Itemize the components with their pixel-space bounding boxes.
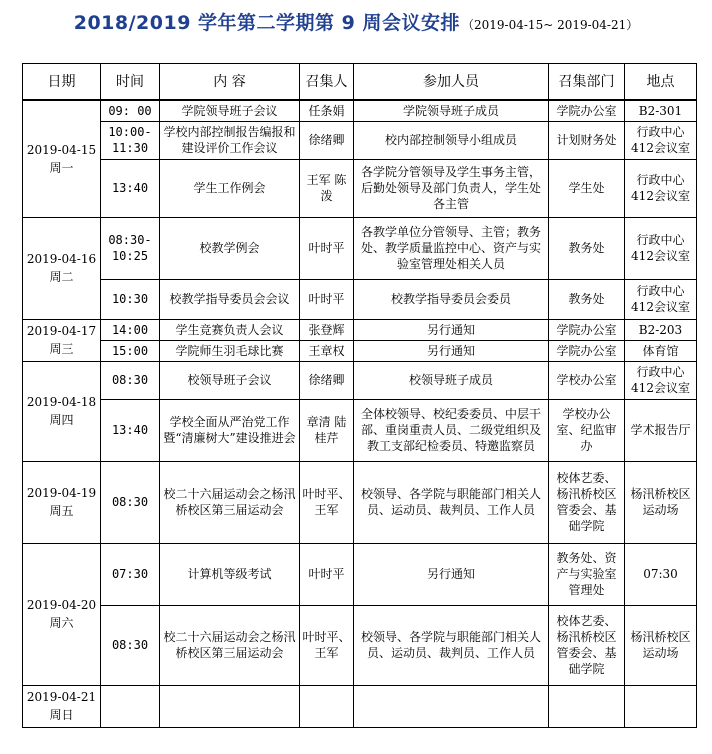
participants-cell: 各学院分管领导及学生事务主管，后勤处领导及部门负责人，学生处各主管 — [354, 159, 549, 217]
date-cell — [23, 319, 101, 361]
convener-cell: 叶时平 — [300, 217, 354, 279]
place-cell: B2-203 — [625, 319, 697, 340]
department-cell: 学院办公室 — [549, 340, 625, 361]
participants-cell: 校领导、各学院与职能部门相关人员、运动员、裁判员、工作人员 — [354, 605, 549, 685]
time-cell: 08:30-10:25 — [101, 217, 160, 279]
time-cell: 10:00-11:30 — [101, 121, 160, 159]
weekday-value: 周一 — [49, 160, 74, 175]
header-convener: 召集人 — [300, 64, 354, 101]
table-row — [23, 217, 697, 279]
weekday-value: 周四 — [49, 413, 74, 427]
content-cell: 学校内部控制报告编报和建设评价工作会议 — [160, 121, 300, 159]
convener-cell: 叶时平、王军 — [300, 461, 354, 543]
date-cell — [23, 100, 101, 217]
department-cell: 校体艺委、杨汛桥校区管委会、基础学院 — [549, 461, 625, 543]
participants-cell: 全体校领导、校纪委委员、中层干部、重岗重责人员、二级党组织及教工支部纪检委员、特邀监察员 — [354, 399, 549, 461]
header-participants: 参加人员 — [354, 64, 549, 101]
place-cell: 行政中心412会议室 — [625, 279, 697, 319]
table-row — [23, 399, 697, 461]
table-row — [23, 121, 697, 159]
content-cell: 校领导班子会议 — [160, 361, 300, 399]
date-value: 2019-04-15 — [26, 142, 97, 157]
department-cell: 计划财务处 — [549, 121, 625, 159]
department-cell: 校体艺委、杨汛桥校区管委会、基础学院 — [549, 605, 625, 685]
department-cell: 学生处 — [549, 159, 625, 217]
title-date-range: （2019-04-15~ 2019-04-21） — [462, 18, 639, 32]
time-cell: 08:30 — [101, 461, 160, 543]
convener-cell: 徐绪卿 — [300, 121, 354, 159]
content-cell: 校二十六届运动会之杨汛桥校区第三届运动会 — [160, 461, 300, 543]
weekday-value: 周三 — [49, 342, 74, 356]
place-cell: 行政中心412会议室 — [625, 159, 697, 217]
content-cell: 学生工作例会 — [160, 159, 300, 217]
time-cell: 07:30 — [101, 543, 160, 605]
department-cell: 学院办公室 — [549, 100, 625, 121]
place-cell: 行政中心412会议室 — [625, 217, 697, 279]
time-cell: 09: 00 — [101, 100, 160, 121]
participants-cell: 另行通知 — [354, 543, 549, 605]
place-cell: 学术报告厅 — [625, 399, 697, 461]
header-row — [23, 64, 697, 101]
place-cell: 07:30 — [625, 543, 697, 605]
participants-cell — [354, 685, 549, 727]
time-cell: 13:40 — [101, 159, 160, 217]
department-cell: 教务处、资产与实验室管理处 — [549, 543, 625, 605]
convener-cell: 叶时平 — [300, 543, 354, 605]
time-cell: 13:40 — [101, 399, 160, 461]
content-cell: 校教学例会 — [160, 217, 300, 279]
header-content: 内 容 — [160, 64, 300, 101]
participants-cell: 另行通知 — [354, 319, 549, 340]
header-time: 时间 — [101, 64, 160, 101]
convener-cell: 叶时平 — [300, 279, 354, 319]
participants-cell: 学院领导班子成员 — [354, 100, 549, 121]
table-row — [23, 159, 697, 217]
content-cell: 校二十六届运动会之杨汛桥校区第三届运动会 — [160, 605, 300, 685]
date-cell — [23, 685, 101, 727]
date-value: 2019-04-17 — [26, 324, 97, 338]
table-row — [23, 279, 697, 319]
place-cell: 体育馆 — [625, 340, 697, 361]
convener-cell: 徐绪卿 — [300, 361, 354, 399]
date-cell — [23, 461, 101, 543]
weekday-value: 周二 — [49, 270, 74, 284]
content-cell: 计算机等级考试 — [160, 543, 300, 605]
participants-cell: 校领导、各学院与职能部门相关人员、运动员、裁判员、工作人员 — [354, 461, 549, 543]
table-row — [23, 100, 697, 121]
date-cell — [23, 361, 101, 461]
date-value: 2019-04-18 — [26, 395, 97, 409]
header-department: 召集部门 — [549, 64, 625, 101]
department-cell: 教务处 — [549, 217, 625, 279]
participants-cell: 各教学单位分管领导、主管；教务处、教学质量监控中心、资产与实验室管理处相关人员 — [354, 217, 549, 279]
time-cell: 08:30 — [101, 361, 160, 399]
table-row — [23, 361, 697, 399]
time-cell: 10:30 — [101, 279, 160, 319]
meeting-schedule-table — [22, 63, 697, 728]
table-row — [23, 319, 697, 340]
content-cell: 学院师生羽毛球比赛 — [160, 340, 300, 361]
department-cell: 学校办公室 — [549, 361, 625, 399]
time-cell — [101, 685, 160, 727]
convener-cell: 任条娟 — [300, 100, 354, 121]
place-cell — [625, 685, 697, 727]
convener-cell: 王军 陈泼 — [300, 159, 354, 217]
date-value: 2019-04-16 — [26, 252, 97, 266]
content-cell: 校教学指导委员会会议 — [160, 279, 300, 319]
department-cell: 学校办公室、纪监审办 — [549, 399, 625, 461]
weekday-value: 周六 — [49, 616, 74, 630]
convener-cell: 王章权 — [300, 340, 354, 361]
table-row — [23, 605, 697, 685]
title-main: 2018/2019 学年第二学期第 9 周会议安排 — [73, 12, 461, 34]
page-title — [0, 8, 712, 35]
weekday-value: 周五 — [49, 504, 74, 518]
content-cell — [160, 685, 300, 727]
table-row — [23, 543, 697, 605]
date-value: 2019-04-19 — [26, 486, 97, 500]
date-cell — [23, 543, 101, 685]
department-cell: 学院办公室 — [549, 319, 625, 340]
date-cell — [23, 217, 101, 319]
department-cell — [549, 685, 625, 727]
place-cell: B2-301 — [625, 100, 697, 121]
table-row — [23, 685, 697, 727]
date-value: 2019-04-21 — [26, 690, 97, 704]
content-cell: 学校全面从严治党工作暨“清廉树大”建设推进会 — [160, 399, 300, 461]
table-row — [23, 340, 697, 361]
place-cell: 杨汛桥校区运动场 — [625, 461, 697, 543]
place-cell: 行政中心412会议室 — [625, 361, 697, 399]
department-cell: 教务处 — [549, 279, 625, 319]
content-cell: 学生竞赛负责人会议 — [160, 319, 300, 340]
participants-cell: 另行通知 — [354, 340, 549, 361]
content-cell: 学院领导班子会议 — [160, 100, 300, 121]
time-cell: 08:30 — [101, 605, 160, 685]
convener-cell: 章清 陆桂芹 — [300, 399, 354, 461]
place-cell: 杨汛桥校区运动场 — [625, 605, 697, 685]
place-cell: 行政中心412会议室 — [625, 121, 697, 159]
table-row — [23, 461, 697, 543]
header-date: 日期 — [23, 64, 101, 101]
participants-cell: 校教学指导委员会委员 — [354, 279, 549, 319]
weekday-value: 周日 — [49, 708, 74, 722]
convener-cell — [300, 685, 354, 727]
time-cell: 14:00 — [101, 319, 160, 340]
participants-cell: 校领导班子成员 — [354, 361, 549, 399]
convener-cell: 叶时平、王军 — [300, 605, 354, 685]
time-cell: 15:00 — [101, 340, 160, 361]
participants-cell: 校内部控制领导小组成员 — [354, 121, 549, 159]
convener-cell: 张登辉 — [300, 319, 354, 340]
header-place: 地点 — [625, 64, 697, 101]
date-value: 2019-04-20 — [26, 598, 97, 612]
